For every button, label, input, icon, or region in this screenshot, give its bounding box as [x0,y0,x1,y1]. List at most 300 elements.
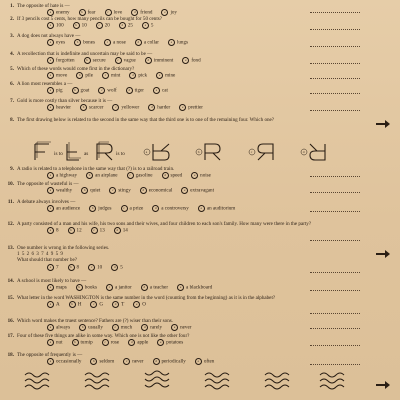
answer-line[interactable] [310,93,360,94]
option-e[interactable] [157,339,183,346]
option-text: 5 [150,22,154,29]
options [17,301,351,308]
option-text: a nose [112,39,126,46]
option-text: maps [56,284,67,291]
option-letter: a [47,324,54,331]
option-letter: a [47,72,54,79]
option-letter: b [76,284,83,291]
caption-as: as [84,151,89,157]
option-letter: c [102,339,109,346]
question-number: 1. [10,3,14,9]
option-text: apple [137,339,149,346]
option-letter: e [195,358,202,365]
answer-line[interactable] [310,345,360,346]
answer-line[interactable] [310,110,360,111]
option-letter: b [90,358,97,365]
option-b[interactable] [68,264,80,271]
option-letter: a [47,57,54,64]
option-text: 25 [127,22,133,29]
option-letter: e [161,9,168,16]
option-d[interactable] [112,301,124,308]
option-a[interactable] [47,284,67,291]
option-letter: a [47,339,54,346]
answer-line[interactable] [310,29,360,30]
option-a[interactable] [47,57,75,64]
option-d[interactable] [140,187,172,194]
question-number: 17. [7,333,14,339]
option-d[interactable] [152,205,189,212]
question-number: 16. [7,318,14,324]
option-letter: c [96,22,103,29]
option-e[interactable] [182,57,200,64]
answer-line[interactable] [310,328,360,329]
option-e[interactable] [142,22,154,29]
option-text: usually [88,324,103,331]
option-letter: a [47,9,54,16]
option-letter-b: b [197,150,200,155]
question-prompt: A recollection that is indefinite and uncertain may be said to be — [17,51,153,57]
option-letter: e [153,87,160,94]
question-prompt: If 3 pencils cost 5 cents, how many pencils can be bought for 50 cents? [17,16,162,22]
option-a[interactable] [47,104,71,111]
option-text: seldom [99,358,115,365]
answer-line[interactable] [310,211,360,212]
option-text: imminent [153,57,174,64]
option-a[interactable] [47,72,67,79]
option-letter: a [47,301,54,308]
option-text: extravagant [190,187,215,194]
option-letter: d [114,227,121,234]
option-letter: d [128,339,135,346]
question-number: 2. [10,16,14,22]
question-number: 18. [7,352,14,358]
option-a[interactable] [47,205,80,212]
option-text: wealthy [56,187,73,194]
question-prompt: The first drawing below is related to the second in the same way that the third one is to one of the remaining four. Which one? [17,117,275,123]
q8-drawings [15,140,385,164]
option-text: much [120,324,133,331]
option-text: joy [170,9,177,16]
option-d[interactable] [126,87,144,94]
question-prompt-2: What should that number be? [17,257,77,264]
option-letter: b [76,72,83,79]
option-letter: c [123,358,130,365]
option-letter: b [74,39,81,46]
option-drawing-d [310,144,325,160]
option-letter: e [171,324,178,331]
option-text: pile [85,72,93,79]
option-letter: b [89,205,96,212]
option-d[interactable] [111,264,123,271]
option-letter: a [47,227,54,234]
option-letter: d [129,72,136,79]
option-letter: e [157,339,164,346]
options [17,187,376,194]
question-number: 15. [7,295,14,301]
question-prompt: The opposite of hate is — [17,3,70,9]
answer-line[interactable] [310,46,360,47]
option-a[interactable] [47,264,59,271]
options [17,227,351,234]
option-c[interactable] [112,324,132,331]
option-letter: d [126,87,133,94]
option-text: economical [148,187,173,194]
option-text: always [56,324,71,331]
option-letter: b [68,227,75,234]
question-number: 5. [10,66,14,72]
option-d[interactable] [135,39,159,46]
option-letter: c [90,301,97,308]
option-b[interactable] [81,187,100,194]
option-b[interactable] [86,172,117,179]
option-letter: a [47,39,54,46]
option-e[interactable] [177,284,212,291]
option-c[interactable] [88,264,102,271]
option-text: never [180,324,192,331]
answer-line[interactable] [310,364,360,365]
option-e[interactable] [195,358,214,365]
answer-line[interactable] [310,63,360,64]
option-c[interactable] [127,172,153,179]
option-text: potatoes [166,339,184,346]
question-prompt: What letter in the word WASHINGTON is the same number in the word (counting from the beginning) as it is in the alphabet? [17,295,276,301]
question-prompt: A debate always involves — [17,199,76,205]
option-a[interactable] [47,39,65,46]
option-a[interactable] [47,324,70,331]
option-letter: a [47,284,54,291]
option-text: 7 [56,264,59,271]
q19-drawings [15,369,385,397]
option-letter: a [47,264,54,271]
question-prompt: A radio is related to a telephone in the same way that (?) is to a railroad train. [17,166,175,172]
option-e[interactable] [168,39,188,46]
option-letter: d [152,205,159,212]
option-text: 14 [122,227,128,234]
right-arrow-icon [376,380,390,390]
option-letter: e [191,172,198,179]
option-letter: a [47,358,54,365]
option-c[interactable] [91,227,105,234]
option-letter: d [141,284,148,291]
option-text: 8 [56,227,59,234]
option-b[interactable] [69,301,82,308]
question-prompt: The opposite of frequently is — [17,352,83,358]
option-text: wolf [107,87,117,94]
option-text: an airplane [95,172,118,179]
option-text: O [142,301,146,308]
option-text: an auditorium [206,205,236,212]
option-e[interactable] [153,87,168,94]
option-c[interactable] [102,72,120,79]
option-a[interactable] [47,339,63,346]
option-text: never [132,358,144,365]
option-e[interactable] [179,104,203,111]
option-e[interactable] [133,301,146,308]
option-b[interactable] [80,104,103,111]
option-text: mint [110,72,121,79]
question-prompt: A party consisted of a man and his wife, his two sons and their wives, and four children to each son's family. How many were there in the party? [17,221,312,227]
option-b[interactable] [79,324,103,331]
option-letter: e [156,72,163,79]
option-text: pick [138,72,148,79]
right-arrow-icon [376,249,390,259]
answer-line[interactable] [310,290,360,291]
option-letter: b [72,339,79,346]
option-letter: d [148,104,155,111]
option-text: a collar [143,39,159,46]
option-letter: b [81,187,88,194]
option-text: yellower [121,104,140,111]
option-text: enemy [56,9,70,16]
option-d[interactable] [114,227,128,234]
right-arrow-icon [376,119,390,129]
option-text: 100 [56,22,64,29]
option-a[interactable] [47,187,72,194]
question-number: 14. [7,278,14,284]
option-d[interactable] [141,284,168,291]
option-text: move [56,72,68,79]
option-letter: c [102,72,109,79]
option-letter: c [91,227,98,234]
option-letter: c [121,205,128,212]
option-letter: c [115,57,122,64]
answer-line[interactable] [310,313,360,314]
answer-line[interactable] [310,176,360,177]
question-number: 6. [10,81,14,87]
option-text: 20 [104,22,110,29]
question-prompt: A lion most resembles a — [17,81,73,87]
question-number: 13. [7,245,14,251]
option-letter: c [106,284,113,291]
option-c[interactable] [115,57,136,64]
answer-line[interactable] [310,240,360,241]
option-d[interactable] [119,22,133,29]
option-c[interactable] [109,187,130,194]
option-letter-a: a [145,150,148,155]
option-text: often [203,358,215,365]
option-c[interactable] [123,358,143,365]
option-text: 12 [76,227,82,234]
answer-line[interactable] [310,272,360,273]
option-text: an audience [56,205,81,212]
option-e[interactable] [156,72,175,79]
option-text: books [84,284,97,291]
option-letter: d [162,172,169,179]
option-a[interactable] [47,358,81,365]
answer-line[interactable] [310,12,360,13]
option-c[interactable] [98,87,116,94]
option-d[interactable] [128,339,148,346]
option-text: lungs [176,39,189,46]
option-letter: e [198,205,205,212]
option-text: nut [56,339,63,346]
option-letter: c [112,104,119,111]
option-text: G [99,301,104,308]
option-letter: d [141,324,148,331]
option-letter: d [145,57,152,64]
option-text: gasoline [135,172,153,179]
option-b[interactable] [90,358,114,365]
option-text: 10 [97,264,103,271]
option-e[interactable] [198,205,235,212]
option-letter: b [86,172,93,179]
option-text: 8 [76,264,80,271]
option-text: turnip [80,339,93,346]
option-letter: a [47,22,54,29]
option-e[interactable] [181,187,214,194]
option-letter: b [68,264,75,271]
option-text: a blackboard [186,284,213,291]
option-c[interactable] [121,205,144,212]
option-c[interactable] [112,104,139,111]
option-b[interactable] [68,227,82,234]
option-letter: c [88,264,95,271]
option-a[interactable] [47,301,60,308]
question-number: 12. [7,221,14,227]
option-text: judges [98,205,112,212]
option-letter: c [105,9,112,16]
caption-is-to: is to [54,151,63,157]
option-c[interactable] [104,39,126,46]
option-text: 10 [81,22,87,29]
option-text: a teacher [149,284,169,291]
option-text: goat [80,87,90,94]
option-letter: d [140,187,147,194]
option-letter: d [119,22,126,29]
option-text: a prize [129,205,144,212]
option-text: forgotten [56,57,75,64]
option-letter: d [135,39,142,46]
question-prompt: Which word makes the truest sentence? Fathers are (?) wiser than their sons. [17,318,174,324]
option-letter: a [47,205,54,212]
option-letter: c [112,324,119,331]
option-text: occasionally [56,358,82,365]
option-b[interactable] [89,205,111,212]
option-c[interactable] [96,22,110,29]
option-drawing-b [205,144,220,160]
option-b[interactable] [84,57,106,64]
question-prompt: The opposite of wasteful is — [17,181,79,187]
option-d[interactable] [162,172,183,179]
option-a[interactable] [47,172,77,179]
answer-line[interactable] [310,78,360,79]
option-text: rarely [150,324,163,331]
option-text: stingy [118,187,131,194]
options [17,264,376,271]
option-letter: b [73,22,80,29]
answer-line[interactable] [310,192,360,193]
number-series: 1 5 2 6 3 7 4 9 5 9 [17,251,64,258]
option-b[interactable] [76,284,97,291]
question-number: 10. [7,181,14,187]
option-b[interactable] [76,72,93,79]
question-prompt: A dog does not always have — [17,33,81,39]
option-letter: c [127,172,134,179]
option-text: periodically [161,358,186,365]
option-c[interactable] [90,301,103,308]
option-text: 13 [99,227,105,234]
option-letter: b [79,324,86,331]
option-text: heavier [56,104,71,111]
option-text: a highway [56,172,78,179]
option-b[interactable] [72,87,90,94]
option-text: T [121,301,125,308]
option-letter: e [181,187,188,194]
question-number: 9. [10,166,14,172]
option-letter: e [133,301,140,308]
option-text: A [56,301,60,308]
question-number: 8. [10,117,14,123]
option-text: a janitor [114,284,132,291]
option-letter: b [80,104,87,111]
option-text: H [77,301,82,308]
option-text: harder [157,104,171,111]
option-d[interactable] [129,72,147,79]
option-letter: e [179,104,186,111]
question-prompt: Gold is more costly than silver because it is — [17,98,113,104]
option-text: quiet [90,187,101,194]
option-letter-d: d [302,150,305,155]
option-text: secure [92,57,106,64]
option-letter: a [47,187,54,194]
option-letter: e [182,57,189,64]
question-prompt: Four of these five things are alike in some way. Which one is not like the other four? [17,333,190,339]
option-b[interactable] [74,39,95,46]
option-c[interactable] [106,284,132,291]
question-prompt: One number is wrong in the following series. [17,245,110,251]
option-a[interactable] [47,227,59,234]
option-e[interactable] [171,324,191,331]
option-letter: c [109,187,116,194]
option-letter: b [72,87,79,94]
option-c[interactable] [102,339,120,346]
option-letter: a [47,172,54,179]
drawing-1 [35,142,51,160]
option-a[interactable] [47,87,63,94]
option-e[interactable] [191,172,211,179]
question-number: 4. [10,51,14,57]
option-text: cat [161,87,168,94]
option-d[interactable] [153,358,186,365]
option-d[interactable] [148,104,170,111]
caption-is-to-2: is to [116,151,125,157]
option-text: tiger [134,87,144,94]
option-text: love [113,9,123,16]
question-prompt: Which of these words would come first in the dictionary? [17,66,135,72]
option-b[interactable] [72,339,93,346]
option-text: fear [87,9,96,16]
option-letter: e [168,39,175,46]
option-d[interactable] [141,324,162,331]
option-text: mine [165,72,176,79]
option-letter: b [79,9,86,16]
question-number: 3. [10,33,14,39]
option-text: fond [191,57,201,64]
option-text: 5 [120,264,123,271]
option-a[interactable] [47,22,64,29]
option-letter: d [111,264,118,271]
option-b[interactable] [73,22,87,29]
option-text: pig [56,87,63,94]
option-letter: d [112,301,119,308]
option-letter: d [153,358,160,365]
option-letter: b [69,301,76,308]
option-d[interactable] [145,57,174,64]
option-letter: a [47,104,54,111]
option-letter: a [47,87,54,94]
option-text: vague [123,57,136,64]
option-text: noise [200,172,211,179]
